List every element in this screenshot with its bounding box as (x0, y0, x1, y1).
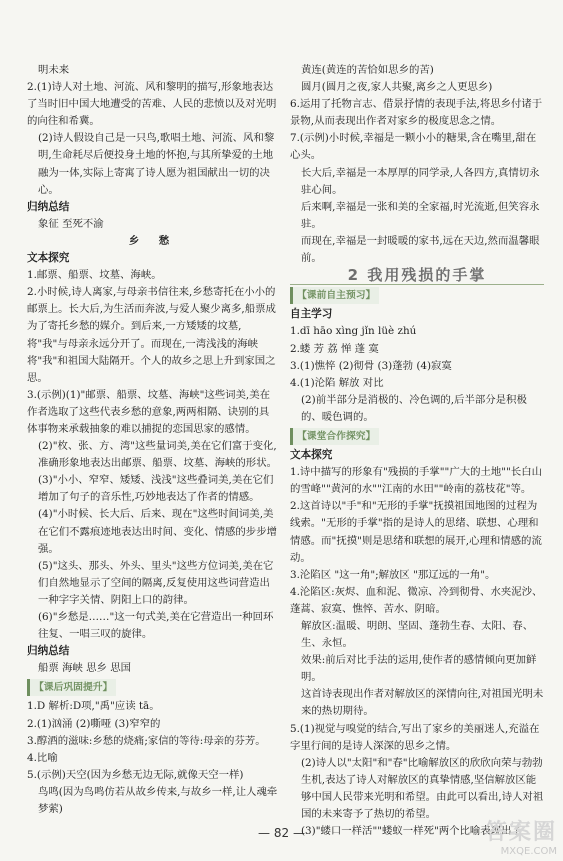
section-heading: 文本探究 (290, 449, 333, 462)
section-heading: 归纳总结 (27, 200, 70, 213)
section-banner: 【课堂合作探究】 (290, 428, 379, 445)
paragraph: (2)诗人以"太阳"和"春"比喻解放区的欣欣向荣与勃勃生机,表达了诗人对解放区的真挚情感,坚信解放区能够中国人民带来光明和希望。由此可以看出,诗人对祖国的未来寄予了热切的希望。 (301, 756, 544, 821)
paragraph: 4.(1)沦陷 解放 对比 (290, 376, 384, 389)
paragraph: 长大后,幸福是一本厚厚的同学录,人各四方,真情切永驻心间。 (301, 166, 540, 196)
paragraph: 1.邮票、船票、坟墓、海峡。 (27, 269, 162, 282)
paragraph: 3.沦陷区 "这一角";解放区 "那辽远的一角"。 (290, 568, 496, 581)
paragraph: 船票 海峡 思乡 思国 (38, 662, 132, 675)
paragraph: 象征 至死不渝 (38, 217, 104, 230)
section-heading: 归纳总结 (27, 645, 70, 658)
paragraph: 黄连(黄连的苦恰如思乡的苦) (301, 64, 434, 76)
paragraph: 3.醇酒的滋味:乡愁的烧痛;家信的等待:母亲的芬芳。 (27, 734, 266, 747)
paragraph: 4.沦陷区:灰烬、血和泥、微凉、冷到彻骨、水夹泥沙、蓬蒿、寂寞、憔悴、苦水、阴暗。 (290, 585, 543, 615)
paragraph: (4)"小时候、长大后、后来、现在"这些时间词美,美在它们不露痕迹地表达出时间、变化、情感的步步增强。 (38, 508, 277, 555)
paragraph: 3.(示例)(1)"邮票、船票、坟墓、海峡"这些词美,美在作者选取了这些代表乡愁的意象,两两相隔、诀别的具体事物来承载抽象的难以捕捉的恋国思家的感情。 (27, 388, 271, 435)
watermark-logo (485, 815, 557, 857)
paragraph: (2)诗人假设自己是一只鸟,歌唱土地、河流、风和黎明,生命耗尽后便投身土地的怀抱,与其所挚爱的土地融为一体,实际上寄寓了诗人愿为祖国献出一切的决心。 (38, 132, 275, 196)
paragraph: 鸟鸣(因为鸟鸣仿若从故乡传来,与故乡一样,让人魂牵梦萦) (38, 785, 278, 816)
section-heading: 文本探究 (27, 252, 70, 265)
paragraph: 1.诗中描写的形象有"残损的手掌""广大的土地""长白山的雪峰""黄河的水""江南的水田""岭南的荔枝花"等。 (290, 466, 543, 496)
right-column (290, 62, 544, 840)
paragraph: (6)"乡愁是……"这一句式美,美在它营造出一种回环往复、一唱三叹的旋律。 (38, 611, 274, 641)
paragraph: 5.(示例)天空(因为乡愁无边无际,就像天空一样) (27, 768, 244, 781)
paragraph: 3.(1)憔悴 (2)彻骨 (3)蓬勃 (4)寂寞 (290, 359, 452, 372)
paragraph: 2.这首诗以"手"和"无形的手掌"抚摸祖国地图的过程为线索。"无形的手掌"指的是诗人的思绪、联想、心理和情感。而"抚摸"则是思绪和联想的展开,心理和情感的流动。 (290, 500, 542, 564)
paragraph: (5)"这头、那头、外头、里头"这些方位词美,美在它们自然地显示了空间的隔离,反复使用这些词营造出一种字字关情、阴阳上口的韵律。 (38, 559, 274, 606)
paragraph: 6.运用了托物言志、借景抒情的表现手法,将思乡付诸于景物,从而表现出作者对家乡的极度思念之情。 (290, 98, 543, 128)
paragraph: (3)"小小、窄窄、矮矮、浅浅"这些叠词美,美在它们增加了句子的音乐性,巧妙地表达了作者的情感。 (38, 474, 274, 504)
paragraph: 这首诗表现出作者对解放区的深情向往,对祖国光明未来的热切期待。 (301, 688, 544, 718)
paragraph: 2.(1)汹涌 (2)嘶哑 (3)窄窄的 (27, 717, 161, 730)
paragraph: 7.(示例)小时候,幸福是一颗小小的糖果,含在嘴里,甜在心头。 (290, 132, 537, 162)
paragraph: 圆月(圆月之夜,家人共聚,离乡之人更思乡) (301, 81, 493, 94)
page-number: — 82 — (258, 826, 305, 840)
paragraph: 2.小时候,诗人离家,与母亲书信往来,乡愁寄托在小小的邮票上。长大后,为生活而奔波,与爱人聚少离多,船票成为了寄托乡愁的媒介。到后来,一方矮矮的坟墓,将"我"与母亲永远分开了。而现在,一湾浅浅的海峡将"我"和祖国大陆隔开。个人的故乡之思上升到家国之思。 (27, 286, 276, 384)
watermark-text: 答案圈 (484, 820, 557, 845)
paragraph: 2.蝼 芳 荔 惮 蓬 寞 (290, 342, 379, 355)
paragraph: 而现在,幸福是一封暖暖的家书,远在天边,然而温馨眼前。 (301, 234, 540, 265)
paragraph: 明未来 (38, 64, 70, 76)
paragraph: 后来啊,幸福是一张和美的全家福,时光流逝,但笑容永驻。 (301, 200, 540, 230)
left-column (27, 62, 279, 818)
paragraph: 4.比喻 (27, 751, 58, 764)
section-banner: 【课后巩固提升】 (27, 679, 116, 696)
paragraph: 1.dī hāo xìng jǐn lüè zhú (290, 325, 417, 338)
paragraph: 2.(1)诗人对土地、河流、风和黎明的描写,形象地表达了当时旧中国大地遭受的苦难、人民的悲愤以及对光明的向往和希冀。 (27, 81, 277, 128)
paragraph: (2)"枚、张、方、湾"这些量词美,美在它们富于变化,准确形象地表达出邮票、船票、坟墓、海峡的形状。 (38, 440, 277, 470)
section-heading: 自主学习 (290, 308, 333, 321)
lesson-title: 2 我用残损的手掌 (290, 267, 544, 285)
poem-title: 乡 愁 (128, 234, 178, 247)
paragraph: 5.(1)视觉与嗅觉的结合,写出了家乡的美丽迷人,充溢在字里行间的是诗人深深的思乡之情。 (290, 722, 540, 752)
section-banner: 【课前自主预习】 (290, 287, 379, 304)
paragraph: 解放区:温暖、明朗、坚固、蓬勃生春、太阳、春、生、永恒。 (301, 620, 534, 650)
paragraph: (3)"蝼口一样活""蝼蚁一样死"两个比喻表现出了 (301, 825, 522, 838)
paragraph: 1.D 解析:D项,"禹"应读 tā。 (27, 700, 160, 713)
paragraph: (2)前半部分是消极的、冷色调的,后半部分是积极的、暖色调的。 (301, 393, 527, 423)
watermark-url: MXQE.COM (500, 846, 557, 857)
paragraph: 效果:前后对比手法的运用,使作者的感情倾向更加鲜明。 (301, 654, 537, 684)
